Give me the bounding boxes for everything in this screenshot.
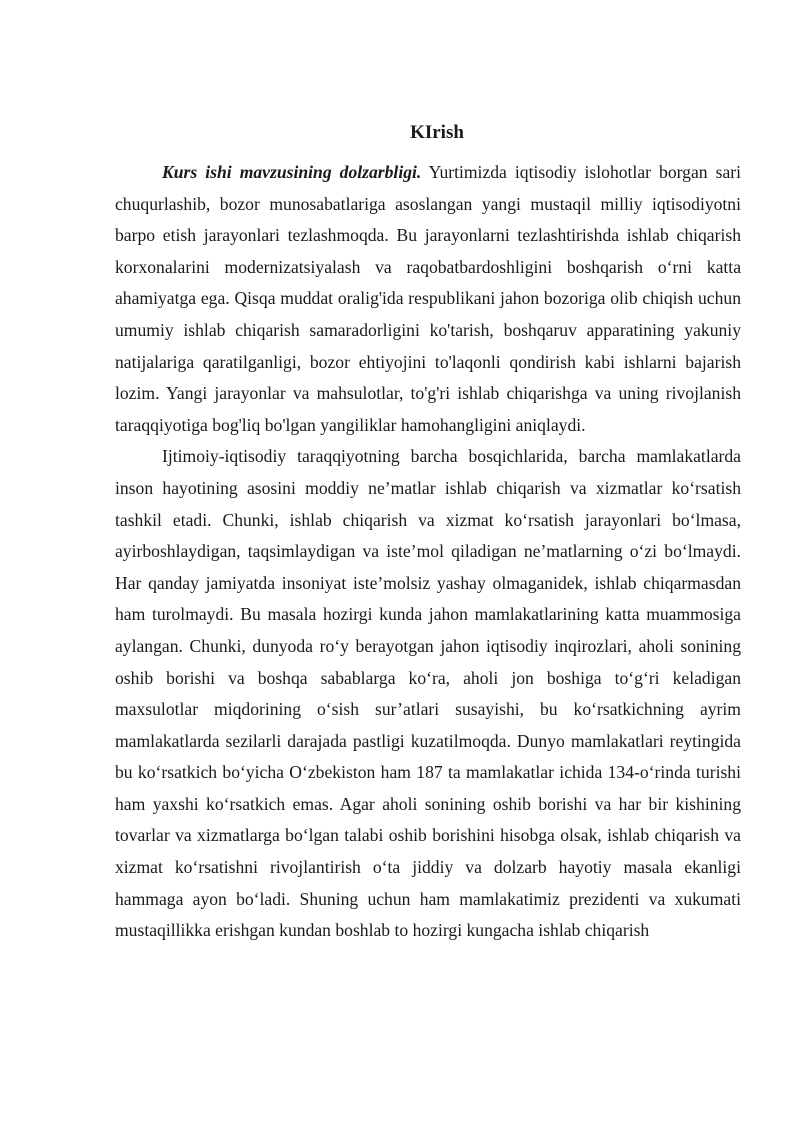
page-title: KIrish <box>410 122 464 143</box>
paragraph-body: Ijtimoiy-iqtisodiy taraqqiyotning barcha bosqichlarida, barcha mamlakatlarda inson hayotining asosini moddiy ne’matlar ishlab chiqarish va xizmatlar ko‘rsatish tashkil etadi. Chunki, ishlab chiqarish va xizmat ko‘rsatish jarayonlari bo‘lmasa, ayirboshlaydigan, taqsimlaydigan va iste’mol qiladigan ne’matlarning o‘zi bo‘lmaydi. Har qanday jamiyatda insoniyat iste’molsiz yashay olmaganidek, ishlab chiqarmasdan ham turolmaydi. Bu masala hozirgi kunda jahon mamlakatlarining katta muammosiga aylangan. Chunki, dunyoda ro‘y berayotgan jahon iqtisodiy inqirozlari, aholi sonining oshib borishi va boshqa sabablarga ko‘ra, aholi jon boshiga to‘g‘ri keladigan maxsulotlar miqdorining o‘sish sur’atlari susayishi, bu ko‘rsatkichning ayrim mamlakatlarda sezilarli darajada pastligi kuzatilmoqda. Dunyo mamlakatlari reytingida bu ko‘rsatkich bo‘yicha O‘zbekiston ham 187 ta mamlakatlar ichida 134-o‘rinda turishi ham yaxshi ko‘rsatkich emas. Agar aholi sonining oshib borishi va har bir kishining tovarlar va xizmatlarga bo‘lgan talabi oshib borishini hisobga olsak, ishlab chiqarish va xizmat ko‘rsatishni rivojlantirish o‘ta jiddiy va dolzarb hayotiy masala ekanligi hammaga ayon bo‘ladi. Shuning uchun ham mamlakatimiz prezidenti va xukumati mustaqillikka erishgan kundan boshlab to hozirgi kungacha ishlab chiqarish <box>115 446 741 941</box>
document-page <box>115 118 741 947</box>
section-lead-heading: Kurs ishi mavzusining dolzarbligi. <box>162 162 422 182</box>
paragraph-relevance <box>115 157 741 441</box>
paragraph-body: Yurtimizda iqtisodiy islohotlar borgan sari chuqurlashib, bozor munosabatlariga asoslangan yangi mustaqil milliy iqtisodiyotni barpo etish jarayonlari tezlashmoqda. Bu jarayonlarni tezlashtirishda ishlab chiqarish korxonalarini modernizatsiyalash va raqobatbardoshligini boshqarish o‘rni katta ahamiyatga ega. Qisqa muddat oralig'ida respublikani jahon bozoriga olib chiqish uchun umumiy ishlab chiqarish samaradorligini ko'tarish, boshqaruv apparatining yakuniy natijalariga qaratilganligi, bozor ehtiyojini to'laqonli qondirish kabi ishlarni bajarish lozim. Yangi jarayonlar va mahsulotlar, to'g'ri ishlab chiqarishga va uning rivojlanish taraqqiyotiga bog'liq bo'lgan yangiliklar hamohangligini aniqlaydi. <box>115 162 742 435</box>
paragraph-socioeconomic <box>115 441 741 947</box>
